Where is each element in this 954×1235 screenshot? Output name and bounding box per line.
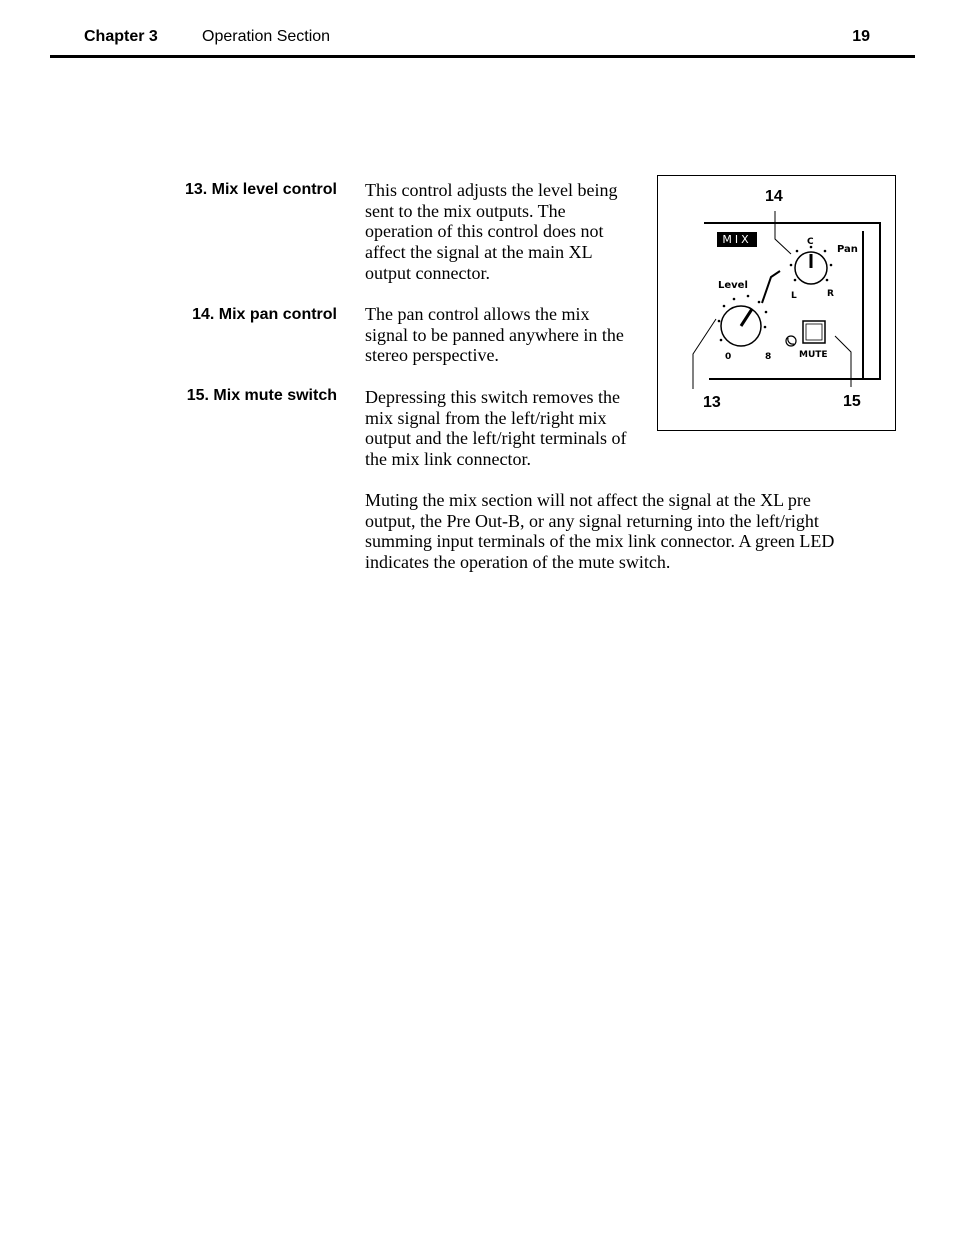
mute-led — [786, 336, 796, 346]
pan-right-label: R — [827, 289, 834, 299]
text-line: output connector. — [365, 262, 490, 283]
text-line: summing input terminals of the mix link connector. A green LED — [365, 531, 835, 552]
text-line: stereo perspective. — [365, 345, 499, 366]
callout-13: 13 — [703, 394, 721, 411]
text-line: affect the signal at the main XL — [365, 242, 593, 263]
text-line: The pan control allows the mix — [365, 304, 590, 324]
pan-left-label: L — [791, 291, 797, 301]
section-title: Operation Section — [202, 28, 331, 45]
pan-label: Pan — [837, 244, 858, 255]
text-line: output and the left/right terminals of — [365, 428, 627, 449]
mix-section-figure — [657, 175, 896, 431]
level-label: Level — [718, 280, 748, 291]
entry-label-mix-mute: 15. Mix mute switch — [186, 387, 337, 404]
page-header — [50, 26, 915, 58]
muting-note-paragraph — [365, 490, 834, 573]
entry-text-mix-level — [365, 180, 617, 284]
callout-14: 14 — [765, 188, 783, 205]
pan-center-label: C — [807, 237, 814, 247]
page-number: 19 — [852, 28, 870, 45]
entry-label-mix-pan: 14. Mix pan control — [192, 306, 337, 323]
level-min-label: 0 — [725, 352, 732, 362]
text-line: the mix link connector. — [365, 449, 531, 470]
chapter-label: Chapter 3 — [84, 28, 158, 45]
text-line: indicates the operation of the mute switch. — [365, 552, 671, 573]
mute-label: MUTE — [799, 350, 828, 360]
text-line: mix signal from the left/right mix — [365, 407, 607, 428]
leader-line-14 — [775, 211, 791, 254]
mix-panel-drawing — [658, 176, 895, 430]
text-line: Muting the mix section will not affect the signal at the XL pre — [365, 490, 811, 510]
entry-text-mix-pan — [365, 304, 624, 366]
text-line: sent to the mix outputs. The — [365, 200, 566, 221]
level-pan-link — [762, 271, 780, 303]
level-max-label: 8 — [765, 352, 772, 362]
callout-15: 15 — [843, 393, 861, 410]
text-line: This control adjusts the level being — [365, 180, 618, 200]
entry-label-mix-level: 13. Mix level control — [184, 181, 337, 198]
text-line: Depressing this switch removes the — [365, 387, 620, 407]
text-line: output, the Pre Out-B, or any signal returning into the left/right — [365, 510, 819, 531]
entry-text-mix-mute — [365, 387, 626, 470]
mix-badge: MIX — [717, 232, 757, 247]
text-line: operation of this control does not — [365, 221, 604, 242]
text-line: signal to be panned anywhere in the — [365, 324, 624, 345]
